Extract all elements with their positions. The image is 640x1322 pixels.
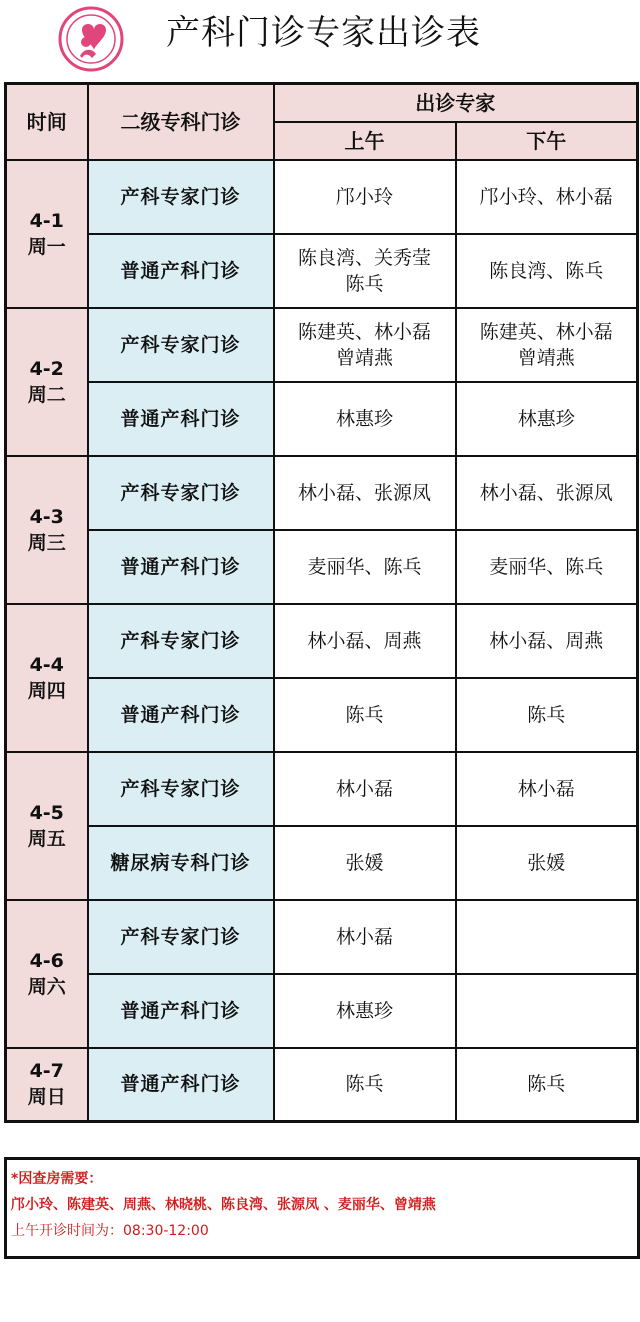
day-cell: [6, 1048, 88, 1122]
morning-doctors-cell: [274, 160, 456, 234]
schedule-row: [6, 1048, 638, 1122]
morning-column-header: 上午: [274, 122, 456, 160]
afternoon-doctors-cell: [456, 530, 638, 604]
doctor-names: 林小磊: [335, 777, 393, 800]
afternoon-doctors-cell: [456, 160, 638, 234]
doctor-names: 陈乓: [345, 703, 384, 726]
day-date: 4-4: [29, 653, 64, 676]
doctor-names: 林小磊: [517, 777, 575, 800]
experts-column-header: 出诊专家: [274, 84, 638, 122]
note-reason: *因查房需要：: [11, 1171, 103, 1187]
doctor-names: 林小磊、张源凤: [479, 481, 613, 504]
afternoon-doctors-cell: [456, 456, 638, 530]
schedule-row: [6, 456, 638, 530]
afternoon-doctors-cell: [456, 1048, 638, 1122]
day-cell: [6, 456, 88, 604]
doctor-names: 林惠珍: [517, 407, 575, 430]
doctor-names: 陈建英、林小磊: [479, 320, 613, 343]
day-weekday: 周五: [27, 827, 66, 850]
day-date: 4-2: [29, 357, 64, 380]
morning-doctors-cell: [274, 234, 456, 308]
afternoon-doctors-cell: [456, 234, 638, 308]
morning-doctors-cell: [274, 826, 456, 900]
afternoon-doctors-cell: [456, 900, 638, 974]
doctor-names: 陈乓: [527, 1073, 566, 1096]
day-date: 4-1: [29, 209, 64, 232]
schedule-row: [6, 382, 638, 456]
day-weekday: 周四: [27, 679, 66, 702]
department-cell: 产科专家门诊: [88, 456, 274, 530]
schedule-row: [6, 974, 638, 1048]
department-column-header: 二级专科门诊: [88, 84, 274, 160]
doctor-names: 张媛: [345, 851, 384, 874]
morning-doctors-cell: [274, 678, 456, 752]
schedule-row: [6, 234, 638, 308]
schedule-body: [6, 160, 638, 1122]
department-cell: 普通产科门诊: [88, 678, 274, 752]
schedule-row: [6, 530, 638, 604]
day-cell: [6, 160, 88, 308]
day-weekday: 周六: [27, 975, 66, 998]
department-cell: 产科专家门诊: [88, 752, 274, 826]
morning-doctors-cell: [274, 308, 456, 382]
day-date: 4-5: [29, 801, 64, 824]
department-cell: 普通产科门诊: [88, 382, 274, 456]
day-weekday: 周一: [27, 235, 66, 258]
day-cell: [6, 900, 88, 1048]
note-opening-hours: 上午开诊时间为：08:30-12:00: [11, 1223, 209, 1239]
doctor-names: 张媛: [527, 851, 566, 874]
doctor-names: 麦丽华、陈乓: [307, 555, 422, 578]
afternoon-doctors-cell: [456, 826, 638, 900]
hospital-logo-icon: [42, 6, 140, 72]
doctor-names: 邝小玲: [335, 185, 393, 208]
doctor-names: 林惠珍: [335, 407, 393, 430]
doctor-names: 曾靖燕: [517, 346, 575, 369]
day-weekday: 周日: [27, 1086, 66, 1109]
department-cell: 产科专家门诊: [88, 604, 274, 678]
doctor-names: 陈乓: [527, 703, 566, 726]
day-cell: [6, 308, 88, 456]
day-cell: [6, 752, 88, 900]
doctor-names: 林小磊、张源凤: [297, 481, 431, 504]
day-date: 4-6: [29, 949, 64, 972]
department-cell: 普通产科门诊: [88, 974, 274, 1048]
schedule-table: [4, 82, 639, 1123]
morning-doctors-cell: [274, 900, 456, 974]
doctor-names: 林小磊、周燕: [489, 629, 604, 652]
day-date: 4-7: [29, 1060, 64, 1083]
afternoon-column-header: 下午: [456, 122, 638, 160]
department-cell: 产科专家门诊: [88, 160, 274, 234]
afternoon-doctors-cell: [456, 382, 638, 456]
department-cell: 普通产科门诊: [88, 530, 274, 604]
day-cell: [6, 604, 88, 752]
afternoon-doctors-cell: [456, 308, 638, 382]
morning-doctors-cell: [274, 382, 456, 456]
day-weekday: 周三: [27, 531, 66, 554]
doctor-names: 曾靖燕: [335, 346, 393, 369]
day-weekday: 周二: [27, 383, 66, 406]
schedule-row: [6, 678, 638, 752]
afternoon-doctors-cell: [456, 974, 638, 1048]
doctor-names: 陈乓: [345, 1073, 384, 1096]
doctor-names: 林小磊、周燕: [307, 629, 422, 652]
page-header: [0, 0, 640, 80]
morning-doctors-cell: [274, 1048, 456, 1122]
morning-doctors-cell: [274, 974, 456, 1048]
doctor-names: 林惠珍: [335, 999, 393, 1022]
schedule-row: [6, 826, 638, 900]
page-title: 产科门诊专家出诊表: [166, 13, 481, 53]
doctor-names: 陈乓: [345, 272, 384, 295]
afternoon-doctors-cell: [456, 752, 638, 826]
day-date: 4-3: [29, 505, 64, 528]
schedule-row: [6, 160, 638, 234]
schedule-row: [6, 900, 638, 974]
schedule-row: [6, 604, 638, 678]
doctor-names: 陈建英、林小磊: [297, 320, 431, 343]
doctor-names: 陈良湾、陈乓: [489, 259, 604, 282]
doctor-names: 麦丽华、陈乓: [489, 555, 604, 578]
department-cell: 产科专家门诊: [88, 308, 274, 382]
note-doctor-list: 邝小玲、陈建英、周燕、林晓桃、陈良湾、张源凤 、麦丽华、曾靖燕: [11, 1197, 436, 1213]
department-cell: 产科专家门诊: [88, 900, 274, 974]
notes-box: [4, 1157, 640, 1259]
doctor-names: 林小磊: [335, 925, 393, 948]
doctor-names: 陈良湾、关秀莹: [297, 246, 431, 269]
morning-doctors-cell: [274, 604, 456, 678]
afternoon-doctors-cell: [456, 604, 638, 678]
department-cell: 普通产科门诊: [88, 1048, 274, 1122]
morning-doctors-cell: [274, 530, 456, 604]
morning-doctors-cell: [274, 752, 456, 826]
morning-doctors-cell: [274, 456, 456, 530]
schedule-row: [6, 308, 638, 382]
doctor-names: 邝小玲、林小磊: [479, 185, 613, 208]
time-column-header: 时间: [6, 84, 88, 160]
department-cell: 糖尿病专科门诊: [88, 826, 274, 900]
schedule-row: [6, 752, 638, 826]
department-cell: 普通产科门诊: [88, 234, 274, 308]
afternoon-doctors-cell: [456, 678, 638, 752]
